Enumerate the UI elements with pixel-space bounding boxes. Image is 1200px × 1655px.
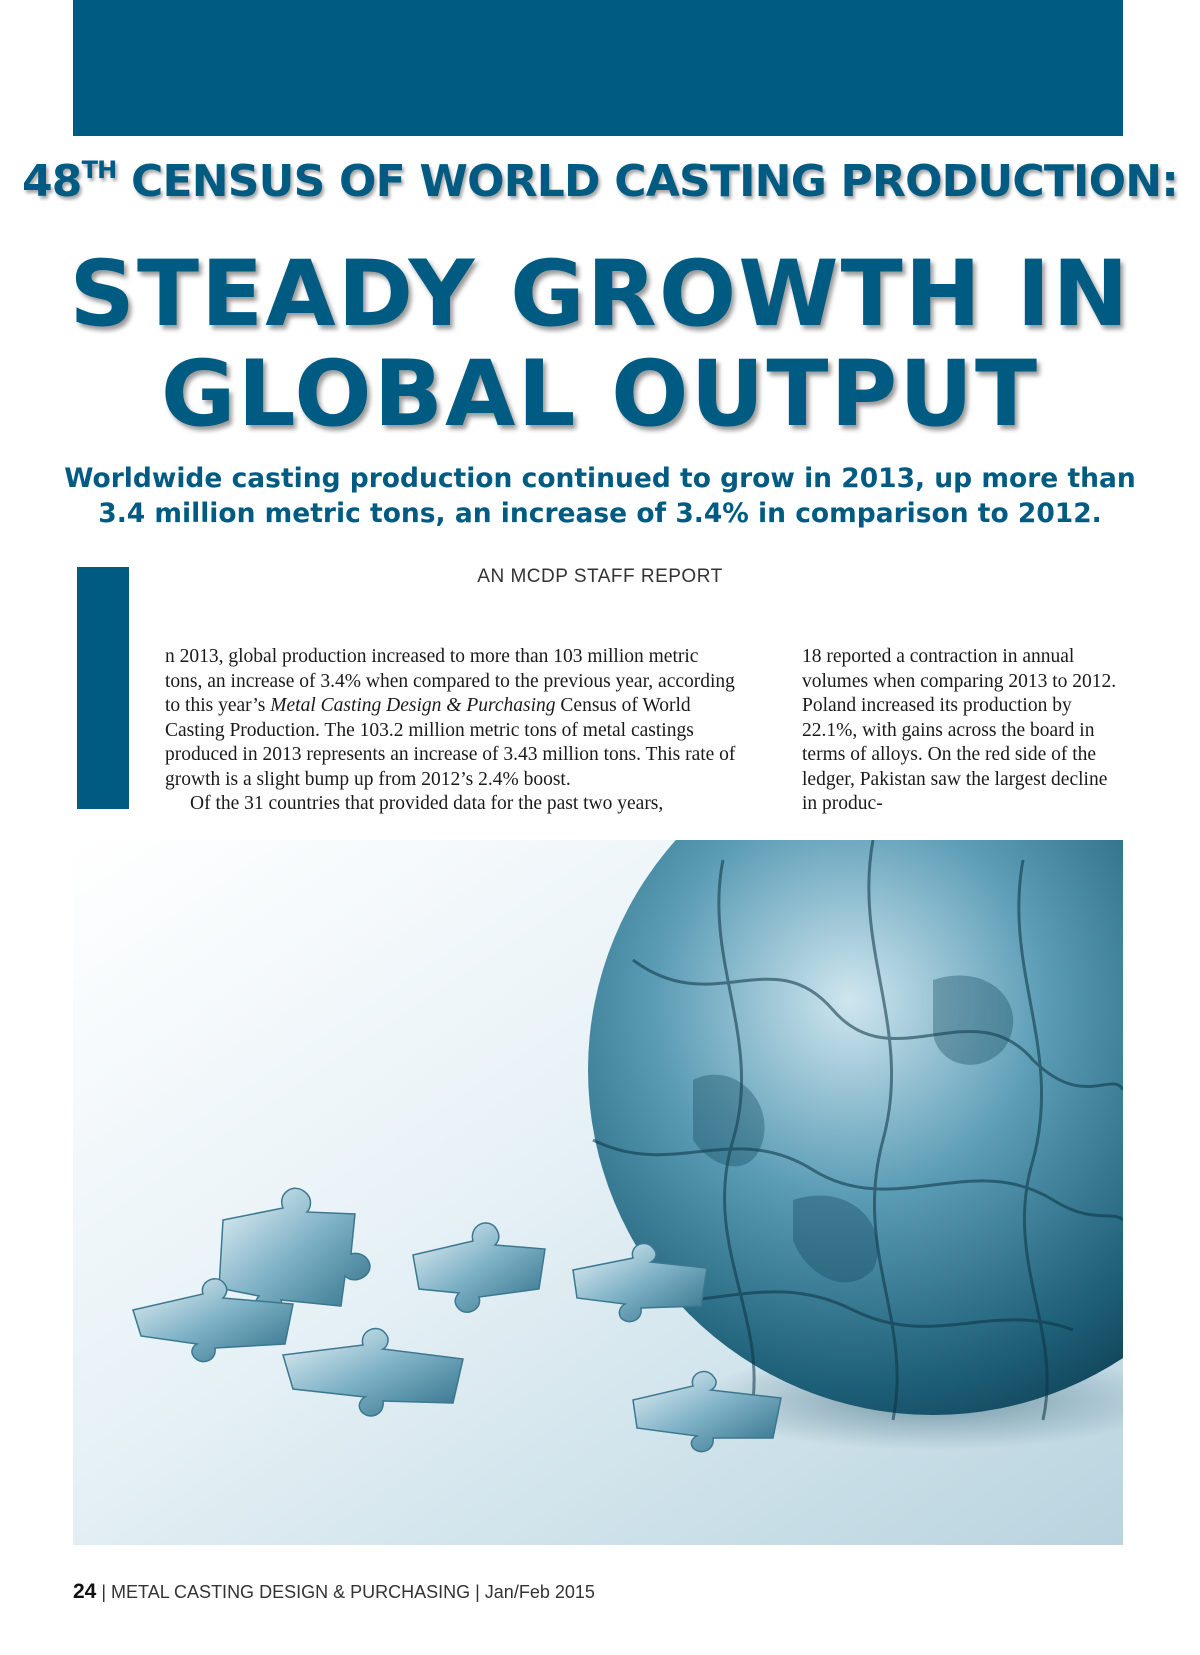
headline-line-1: STEADY GROWTH IN	[69, 242, 1131, 347]
paragraph-1: n 2013, global production increased to more than 103 million metric tons, an increase of 3.4% when compared to the previous year, according to this year’s Metal Casting Design & Purchasing Census of World Casting Production. The 103.2 million metric tons of metal castings produced in 2013 represents an increase of 3.43 million tons. This rate of growth is a slight bump up from 2012’s 2.4% boost.	[165, 646, 736, 790]
page-footer: 24 | METAL CASTING DESIGN & PURCHASING | Jan/Feb 2015	[73, 1580, 595, 1603]
article-kicker: 48TH CENSUS OF WORLD CASTING PRODUCTION:	[21, 156, 1179, 207]
article-column-2: 18 reported a contraction in annual volumes when comparing 2013 to 2012. Poland increased its production by 22.1%, with gains across the board in terms of alloys. On the red side of the ledger, Pakistan saw the largest decline in produc-	[802, 646, 1117, 814]
issue-date: Jan/Feb 2015	[484, 1582, 595, 1602]
puzzle-globe-photo	[73, 840, 1123, 1545]
article-headline	[0, 242, 1200, 447]
paragraph-2: Of the 31 countries that provided data for the past two years,	[190, 793, 664, 814]
footer-divider: |	[101, 1582, 107, 1602]
page-number: 24	[73, 1580, 97, 1603]
byline: AN MCDP STAFF REPORT	[477, 566, 723, 587]
drop-cap-i	[77, 567, 129, 809]
headline-line-2: GLOBAL OUTPUT	[160, 342, 1040, 447]
article-column-1	[165, 645, 740, 817]
header-color-band	[73, 0, 1123, 136]
article-dek: Worldwide casting production continued to grow in 2013, up more than 3.4 million metric tons, an increase of 3.4% in comparison to 2012.	[64, 463, 1136, 529]
publication-name: METAL CASTING DESIGN & PURCHASING	[111, 1582, 471, 1602]
